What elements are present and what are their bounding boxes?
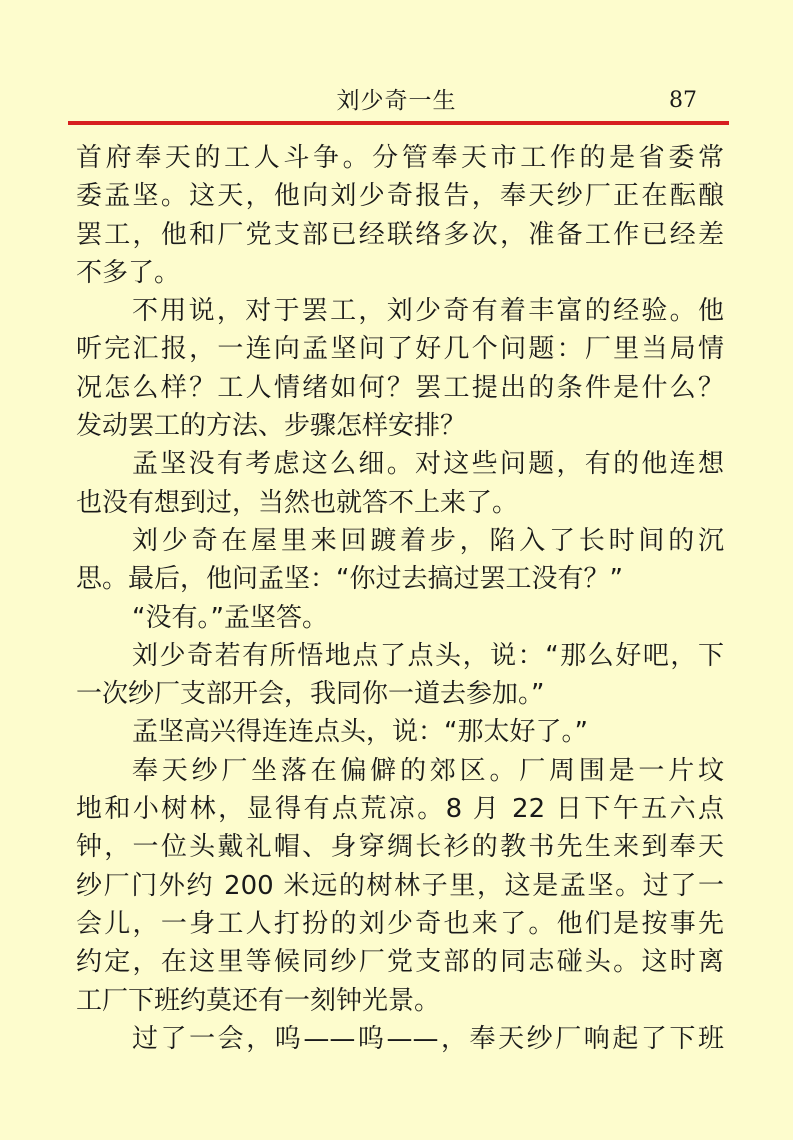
text-line: 一次纱厂支部开会，我同你一道去参加。” bbox=[76, 679, 545, 710]
text-line: 纱厂门外约 200 米远的树林子里，这是孟坚。过了一 bbox=[76, 870, 724, 901]
body-text bbox=[76, 139, 724, 1058]
text-line: 也没有想到过，当然也就答不上来了。 bbox=[76, 487, 519, 518]
text-line: 工厂下班约莫还有一刻钟光景。 bbox=[76, 985, 441, 1016]
text-line: 况怎么样？工人情绪如何？罢工提出的条件是什么？ bbox=[76, 372, 724, 403]
text-line: 会儿，一身工人打扮的刘少奇也来了。他们是按事先 bbox=[76, 908, 724, 939]
text-line: 钟，一位头戴礼帽、身穿绸长衫的教书先生来到奉天 bbox=[76, 832, 724, 863]
paragraph-first-line: 不用说，对于罢工，刘少奇有着丰富的经验。他 bbox=[132, 296, 724, 327]
paragraph-first-line: 孟坚没有考虑这么细。对这些问题，有的他连想 bbox=[132, 449, 724, 480]
paragraph-first-line: 孟坚高兴得连连点头，说：“那太好了。” bbox=[132, 717, 588, 748]
text-line: 发动罢工的方法、步骤怎样安排？ bbox=[76, 411, 467, 442]
paragraph-first-line: 过了一会，呜——呜——，奉天纱厂响起了下班 bbox=[132, 1023, 724, 1054]
text-line: 委孟坚。这天，他向刘少奇报告，奉天纱厂正在酝酿 bbox=[76, 181, 724, 212]
text-line: 约定，在这里等候同纱厂党支部的同志碰头。这时离 bbox=[76, 947, 724, 978]
paragraph-first-line: “没有。”孟坚答。 bbox=[132, 602, 328, 633]
text-line: 首府奉天的工人斗争。分管奉天市工作的是省委常 bbox=[76, 143, 724, 173]
paragraph-first-line: 刘少奇若有所悟地点了点头，说：“那么好吧，下 bbox=[132, 640, 724, 671]
text-line: 思。最后，他问孟坚：“你过去搞过罢工没有？” bbox=[76, 564, 623, 595]
header-rule bbox=[68, 121, 729, 125]
text-line: 罢工，他和厂党支部已经联络多次，准备工作已经差 bbox=[76, 219, 724, 250]
text-line: 不多了。 bbox=[76, 257, 181, 288]
text-line: 听完汇报，一连向孟坚问了好几个问题：厂里当局情 bbox=[76, 334, 724, 365]
page-number: 87 bbox=[669, 88, 697, 113]
running-header-title: 刘少奇一生 bbox=[336, 88, 457, 114]
text-line: 地和小树林，显得有点荒凉。8 月 22 日下午五六点 bbox=[76, 794, 724, 825]
paragraph-first-line: 刘少奇在屋里来回踱着步，陷入了长时间的沉 bbox=[132, 525, 724, 556]
paragraph-first-line: 奉天纱厂坐落在偏僻的郊区。厂周围是一片坟 bbox=[132, 755, 724, 786]
